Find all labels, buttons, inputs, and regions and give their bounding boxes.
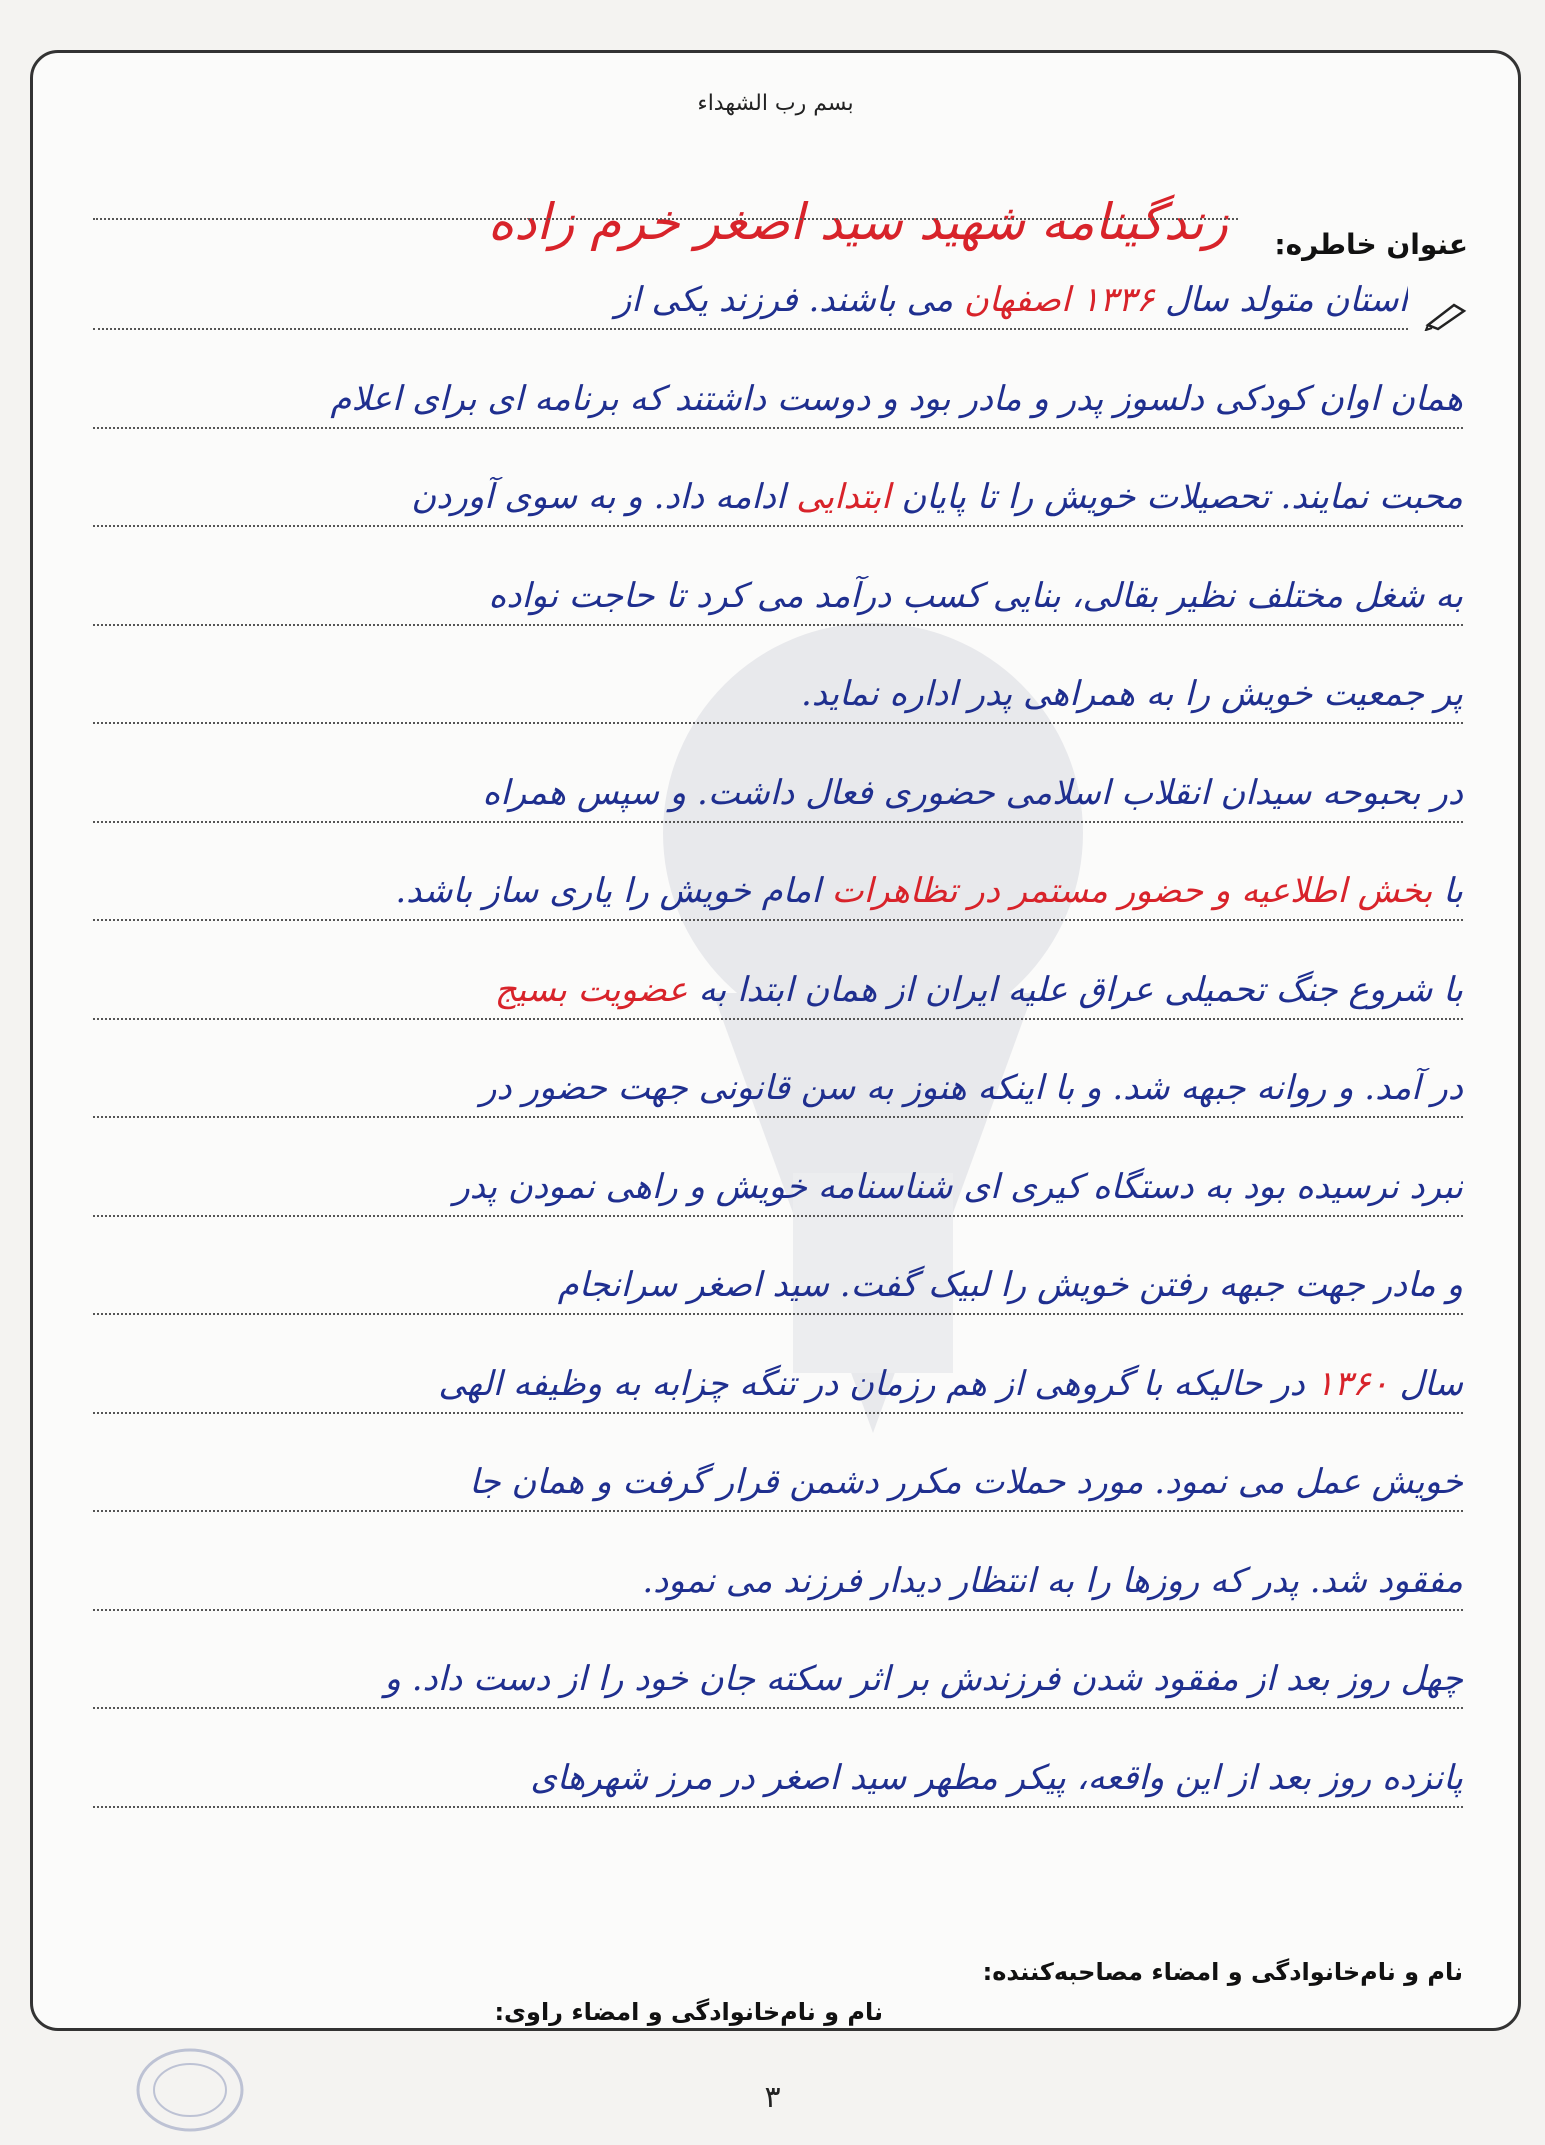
handwritten-line bbox=[83, 576, 1463, 616]
handwritten-line bbox=[83, 970, 1463, 1010]
dotted-rule bbox=[93, 1018, 1463, 1020]
handwritten-line bbox=[83, 1364, 1463, 1404]
blue-ink-segment: همان اوان کودکی دلسوز پدر و مادر بود و دوست داشتند که برنامه ای برای اعلام bbox=[330, 378, 1463, 419]
dotted-rule bbox=[93, 919, 1463, 921]
header-title: بسم رب الشهداء bbox=[697, 91, 854, 116]
handwritten-line bbox=[83, 477, 1463, 517]
blue-ink-segment: با شروع جنگ تحمیلی عراق علیه ایران از همان ابتدا به bbox=[687, 969, 1463, 1010]
blue-ink-segment: سال bbox=[1388, 1363, 1463, 1404]
memory-title-label: عنوان خاطره: bbox=[1274, 228, 1468, 261]
blue-ink-segment: نبرد نرسیده بود به دستگاه کیری ای شناسنامه خویش و راهی نمودن پدر bbox=[453, 1166, 1463, 1207]
dotted-rule bbox=[93, 1116, 1463, 1118]
blue-ink-segment: در حالیکه با گروهی از هم رزمان در تنگه چزابه به وظیفه الهی bbox=[438, 1363, 1316, 1404]
handwritten-line bbox=[83, 1265, 1463, 1305]
dotted-rule bbox=[93, 427, 1463, 429]
blue-ink-segment: خویش عمل می نمود. مورد حملات مکرر دشمن قرار گرفت و همان جا bbox=[469, 1462, 1463, 1502]
dotted-rule bbox=[93, 328, 1408, 330]
handwritten-line bbox=[83, 1462, 1463, 1502]
signature-footer bbox=[88, 1958, 1463, 2038]
handwritten-line bbox=[83, 773, 1463, 813]
blue-ink-segment: چهل روز بعد از مفقود شدن فرزندش بر اثر سکته جان خود را از دست داد. و bbox=[384, 1659, 1463, 1699]
dotted-rule bbox=[93, 1609, 1463, 1611]
handwritten-line bbox=[83, 379, 1463, 419]
blue-ink-segment: پانزده روز بعد از این واقعه، پیکر مطهر سید اصغر در مرز شهرهای bbox=[530, 1757, 1463, 1798]
dotted-rule bbox=[93, 525, 1463, 527]
blue-ink-segment: به شغل مختلف نظیر بقالی، بنایی کسب درآمد می کرد تا حاجت نواده bbox=[488, 575, 1463, 616]
blue-ink-segment: پر جمعیت خویش را به همراهی پدر اداره نماید. bbox=[800, 674, 1463, 714]
dotted-rule bbox=[93, 821, 1463, 823]
handwritten-line bbox=[83, 1659, 1463, 1699]
dotted-rule bbox=[93, 1215, 1463, 1217]
dotted-rule bbox=[93, 1313, 1463, 1315]
dotted-rule bbox=[93, 1707, 1463, 1709]
red-ink-segment: عضویت بسیج bbox=[494, 969, 688, 1010]
handwritten-line bbox=[83, 1561, 1463, 1601]
blue-ink-segment: ادامه داد. و به سوی آوردن bbox=[411, 477, 797, 517]
red-ink-segment: بخش اطلاعیه و حضور مستمر در تظاهرات bbox=[831, 871, 1433, 911]
dotted-rule bbox=[93, 624, 1463, 626]
handwritten-line bbox=[83, 674, 1463, 714]
narrator-signature-label: نام و نام‌خانوادگی و امضاء راوی: bbox=[494, 1998, 883, 2026]
red-ink-segment: ۱۳۳۶ اصفهان bbox=[963, 280, 1155, 320]
blue-ink-segment: می باشند. فرزند یکی از bbox=[614, 280, 964, 320]
handwritten-line bbox=[83, 1167, 1463, 1207]
red-ink-segment: ابتدایی bbox=[796, 477, 891, 517]
page-number: ۳ bbox=[764, 2080, 781, 2115]
handwritten-lines bbox=[33, 53, 1518, 2028]
handwritten-line bbox=[83, 1068, 1463, 1108]
blue-ink-segment: و مادر جهت جبهه رفتن خویش را لبیک گفت. سید اصغر سرانجام bbox=[557, 1265, 1463, 1305]
dotted-rule bbox=[93, 722, 1463, 724]
blue-ink-segment: با bbox=[1432, 871, 1463, 911]
handwritten-line bbox=[83, 871, 1463, 911]
dotted-rule bbox=[93, 1510, 1463, 1512]
handwritten-line bbox=[83, 1758, 1463, 1798]
blue-ink-segment: مفقود شد. پدر که روزها را به انتظار دیدار فرزند می نمود. bbox=[642, 1560, 1463, 1601]
handwritten-line bbox=[83, 280, 1408, 320]
memory-sheet bbox=[30, 50, 1521, 2031]
interviewer-signature-label: نام و نام‌خانوادگی و امضاء مصاحبه‌کننده: bbox=[982, 1958, 1463, 1986]
red-ink-segment: ۱۳۶۰ bbox=[1315, 1363, 1389, 1404]
memory-title-value: زندگینامه شهید سید اصغر خرم زاده bbox=[487, 193, 1228, 251]
dotted-rule bbox=[93, 1412, 1463, 1414]
blue-ink-segment: محبت نمایند. تحصیلات خویش را تا پایان bbox=[890, 477, 1463, 517]
blue-ink-segment: در آمد. و روانه جبهه شد. و با اینکه هنوز به سن قانونی جهت حضور در bbox=[480, 1068, 1463, 1108]
blue-ink-segment: استان متولد سال bbox=[1154, 280, 1408, 320]
title-dotted-rule bbox=[93, 218, 1238, 220]
dotted-rule bbox=[93, 1806, 1463, 1808]
blue-ink-segment: در بحبوحه سیدان انقلاب اسلامی حضوری فعال داشت. و سپس همراه bbox=[482, 772, 1463, 813]
blue-ink-segment: امام خویش را یاری ساز باشد. bbox=[395, 871, 832, 911]
